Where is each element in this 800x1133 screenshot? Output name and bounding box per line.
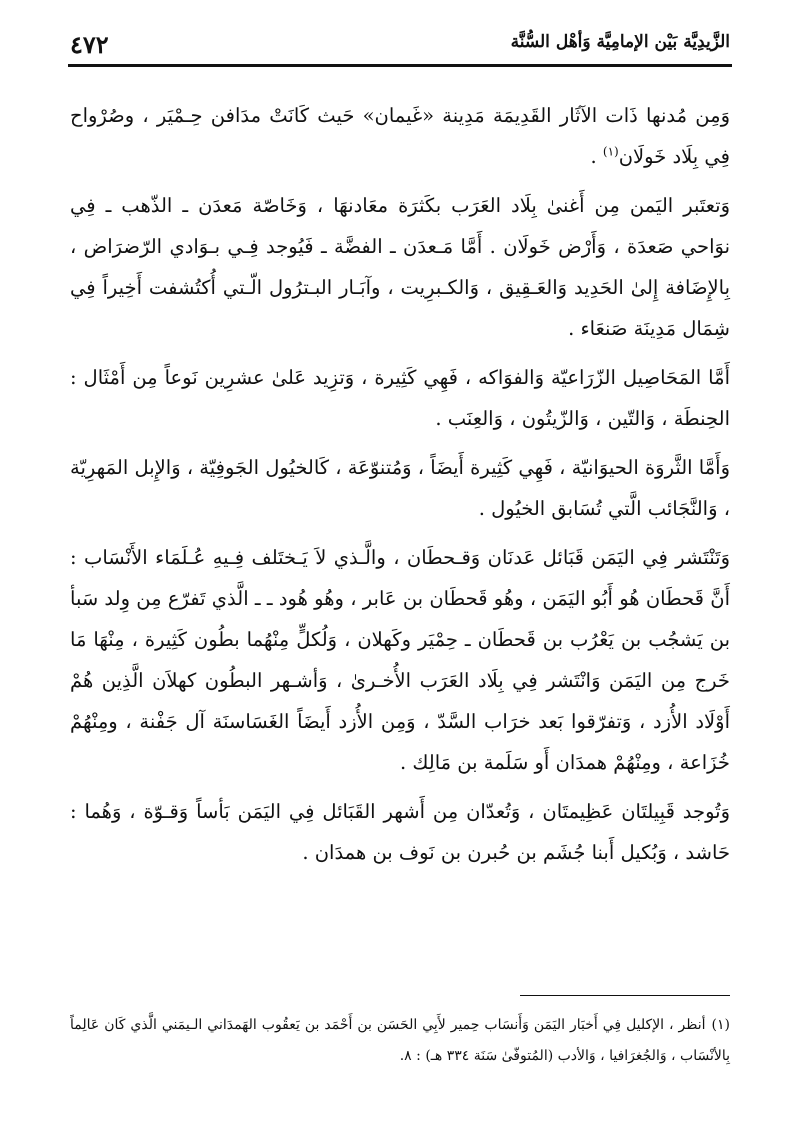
paragraph: وَتعتَبر اليَمن مِن أَغنىٰ بِلَاد العَرَب بكَثرَة معَادنهَا ، وَخَاصّة مَعدَن ـ الذّهب ـ فِي نوَاحي صَعدَة ، وَأَرْض خَولَان . أَمَّا مَـعدَن ـ الفضَّة ـ فَيُوجد فِـي بـوَادي الرّضرَاض ، بِالإِضَافة إِلىٰ الحَدِيد وَالعَـقِيق ، وَالكـبرِيت ، وآبَـار البـترُول الّـتي أُكتُشفت أَخِيراً فِي شِمَال مَدِينَة صَنعَاء . [70, 194, 730, 340]
paragraph-text: وَمِن مُدنها ذَات الآثَار القَدِيمَة مَدِينة «غَيمان» حَيث كَانَتْ مدَافن حِـمْيَر ، وصُرْواح فِي بِلَاد خَولَان [70, 104, 730, 168]
running-title: الزَّيدِيَّة بَيْن الإمامِيَّة وَأهْل السُّنَّة [510, 32, 730, 52]
page-header [70, 28, 730, 62]
paragraph: وَأَمَّا الثَّروَة الحيوَانيّة ، فَهِي كَثِيرة أَيضَاً ، وَمُتنوّعَة ، كَالخيُول الجَوفِيّة ، وَالإِبل المَهرِيّة ، وَالنَّجَائب الَّتي تُسَابق الخيُول . [70, 456, 731, 520]
paragraph: أَمَّا المَحَاصِيل الزّرَاعيّة وَالفوَاكه ، فَهِي كَثِيرة ، وَتزِيد عَلىٰ عشرِين نَوعاً مِن أَمْثَال : الحِنطَة ، وَالتّين ، وَالزّيتُون ، وَالعِنَب . [70, 366, 730, 430]
footnote [70, 1010, 730, 1072]
footnote-number: (١) [711, 1017, 730, 1033]
footnote-reference: (١) [602, 144, 619, 159]
paragraph: وَتُوجد قَبِيلتَان عَظِيمتَان ، وَتُعدّان مِن أَشهر القَبَائل فِي اليَمَن بَأساً وَقـوّة ، وَهُما : حَاشد ، وَبُكيل أَبنا جُشَم بن حُبرن بن نَوف بن همدَان . [70, 800, 730, 864]
paragraph-end: . [590, 145, 603, 168]
footnote-rule [520, 995, 730, 996]
paragraph: وَتَنْتَشر فِي اليَمَن قَبَائل عَدنَان وَقـحطَان ، والَّـذي لاَ يَـختَلف فِـيهِ عُـلَمَاء الأَنْسَاب : أَنَّ قَحطَان هُو أَبُو اليَمَن ، وهُو قَحطَان بن عَابر ، وهُو هُود ـ ـ الَّذي تَفرّع مِن وِلد سَبأ بن يَشجُب بن يَعْرُب بن قَحطَان ـ حِمْيَر وكَهلان ، وَلُكلٍّ مِنْهُما بطُون كَثِيرة ، مِنْهَا مَا خَرج مِن اليَمَن وَانْتَشر فِي بِلَاد العَرَب الأُخـرىٰ ، وَأشـهر البطُون كهلاَن الَّذِين هُمْ أَوْلَاد الأُزد ، وَتفرّقوا بَعد خرَاب السَّدّ ، وَمِن الأُزد أَيضَاً الغَسَاسنَة آل جَفْنة ، ومِنْهُمْ خُزَاعة ، ومِنْهُمْ همدَان أَو سَلَمة بن مَالِك . [70, 546, 730, 774]
page-number: ٤٧٢ [70, 30, 109, 59]
header-rule [68, 64, 732, 67]
paragraph [70, 95, 730, 177]
footnote-text: أنظر ، الإكليل فِي أَخبَار اليَمَن وَأَنسَاب حِمير لأَبِي الحَسَن بن أَحْمَد بن يَعقُوب الهَمدَاني الـيمَني الَّذي كَان عَالِماً بِالأنْسَاب ، وَالجُغرَافيا ، وَالأدب (المُتوفّىٰ سَنَة ٣٣٤ هـ) : ٨. [70, 1017, 730, 1064]
body-text [70, 95, 730, 881]
